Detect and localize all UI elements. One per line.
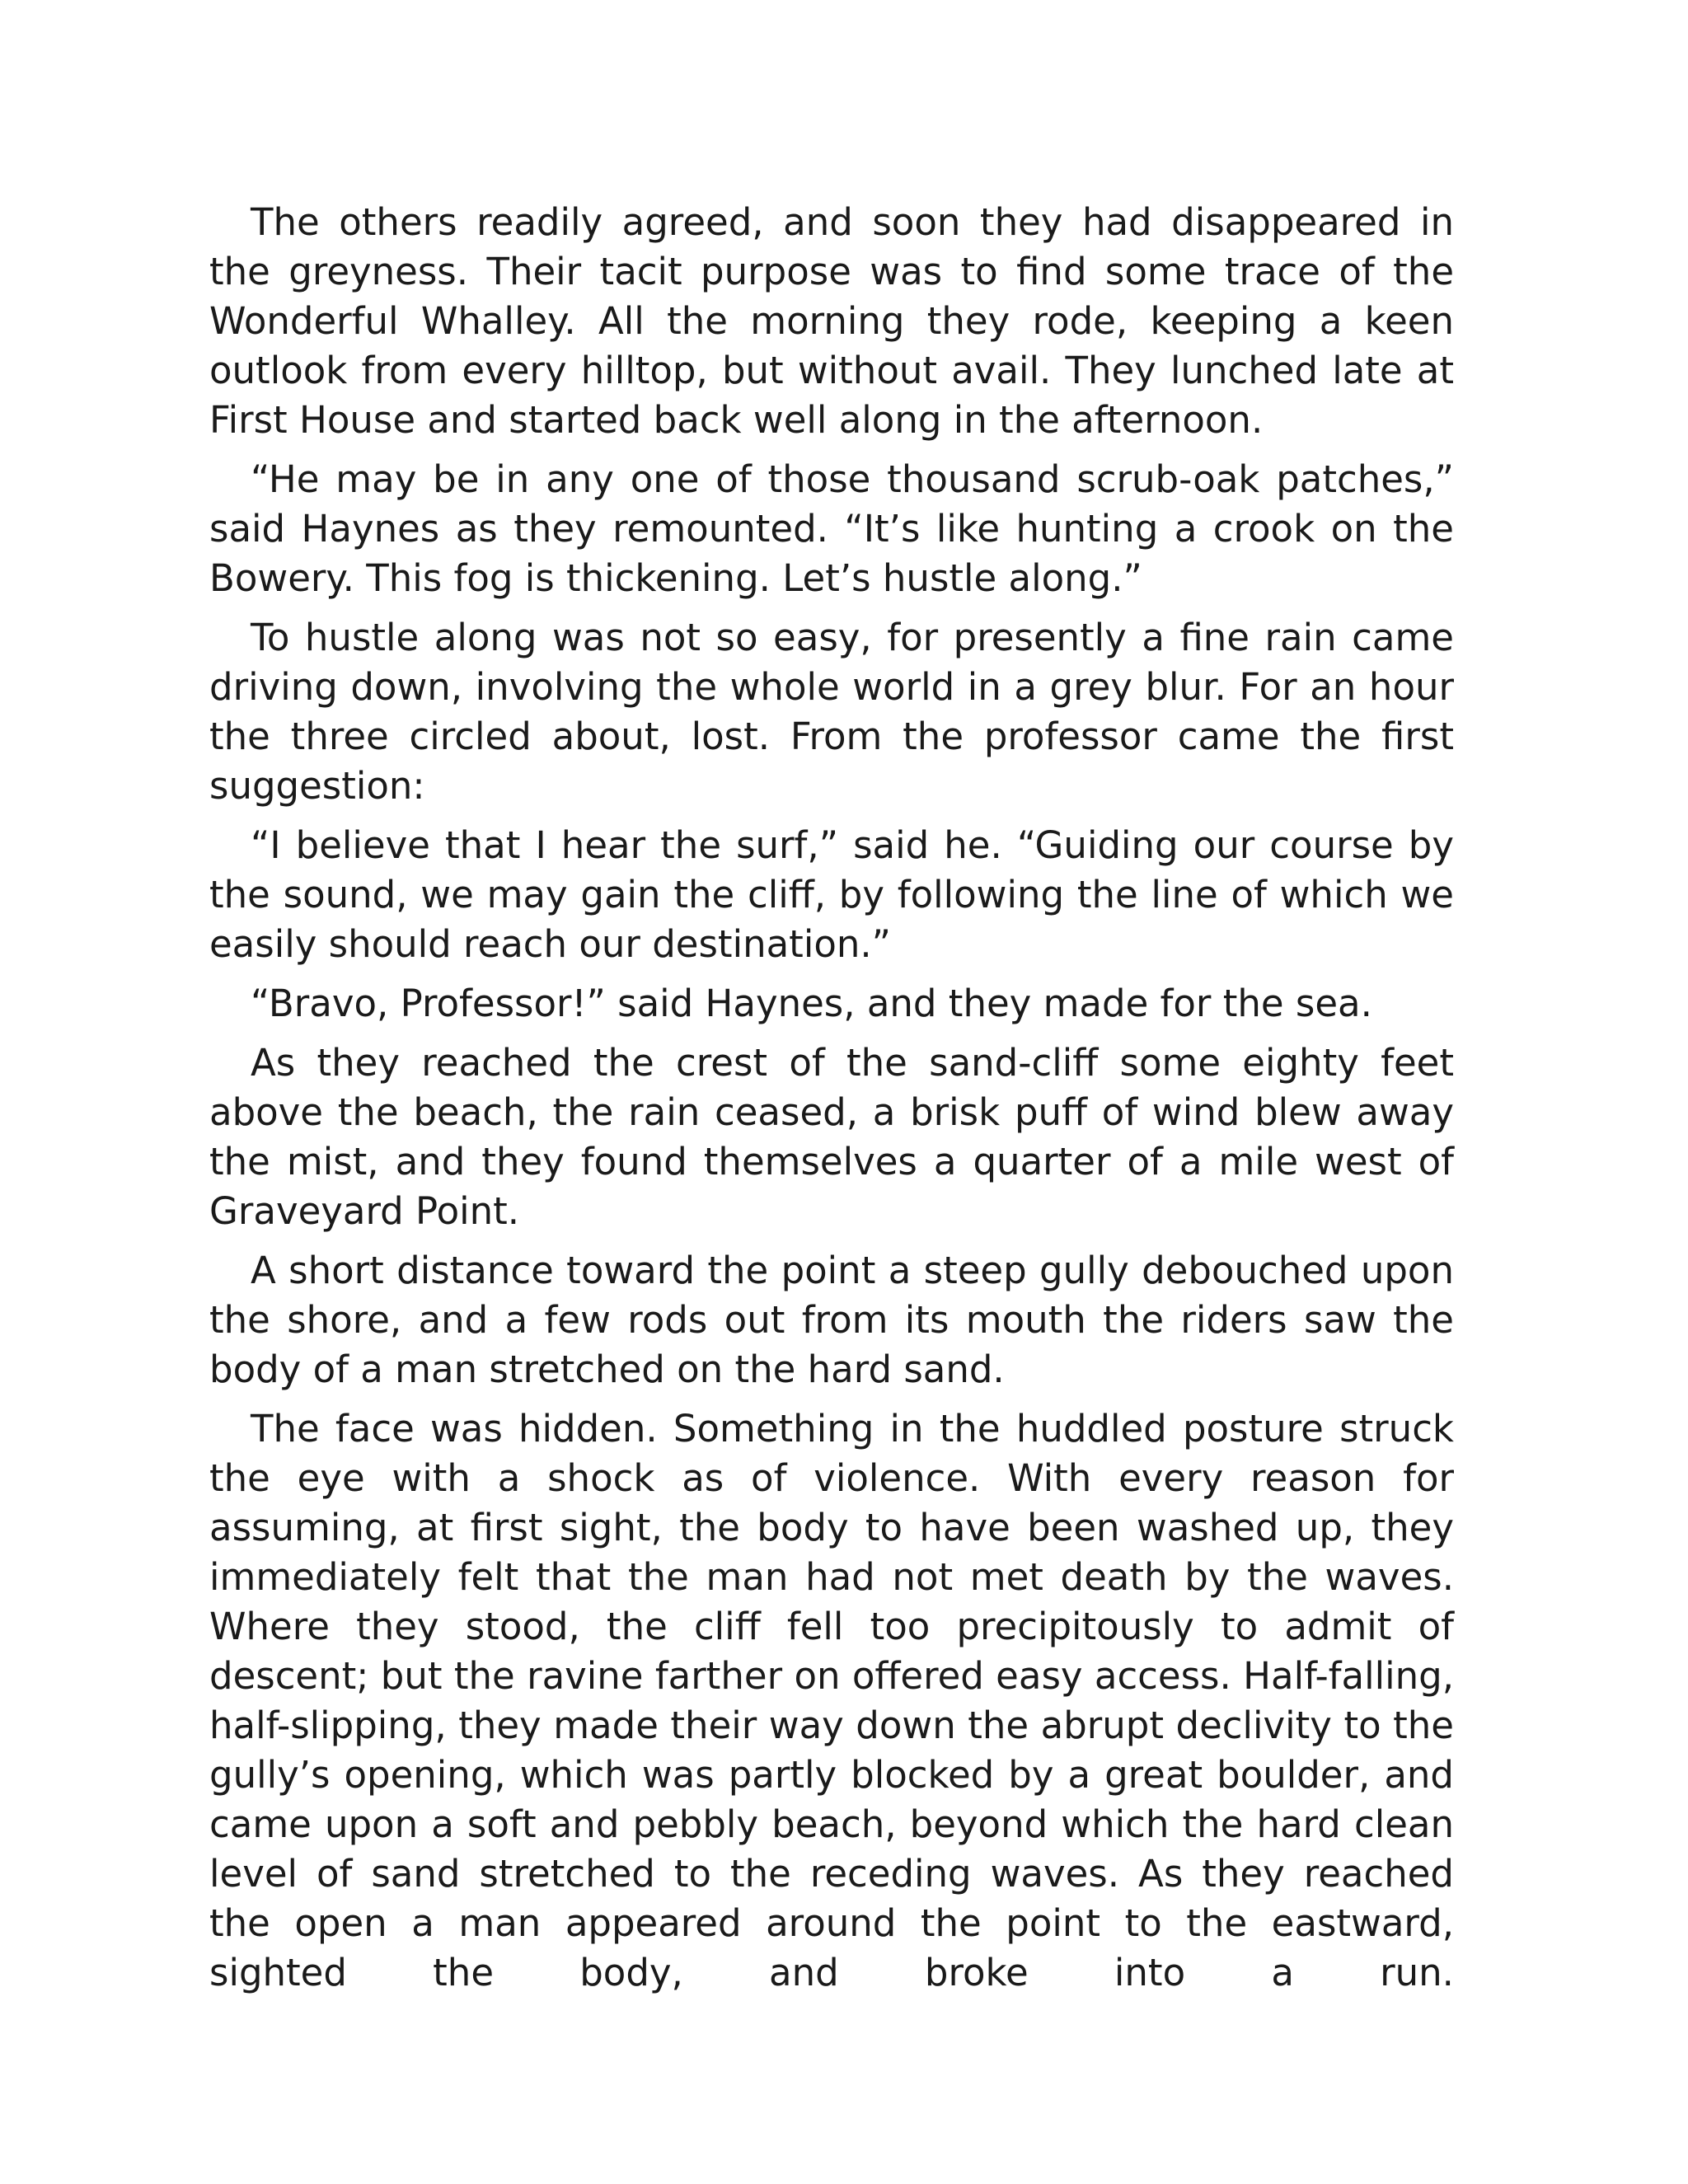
paragraph: The face was hidden. Something in the huddled posture struck the eye with a shock as of violence. With every reason for assuming, at first sight, the body to have been washed up, they immediately felt that the man had not met death by the waves. Where they stood, the cliff fell too precipitously to admit of descent; but the ravine farther on offered easy access. Half-falling, half-slipping, they made their way down the abrupt declivity to the gully’s opening, which was partly blocked by a great boulder, and came upon a soft and pebbly beach, beyond which the hard clean level of sand stretched to the receding waves. As they reached the open a man appeared around the point to the eastward, sighted the body, and broke into a run. [209,1407,1454,1994]
paragraph: “He may be in any one of those thousand scrub-oak patches,” said Haynes as they remounted. “It’s like hunting a crook on the Bowery. This fog is thickening. Let’s hustle along.” [209,457,1454,600]
paragraph: “I believe that I hear the surf,” said he. “Guiding our course by the sound, we may gain the cliff, by following the line of which we easily should reach our destination.” [209,823,1454,966]
paragraph: To hustle along was not so easy, for presently a fine rain came driving down, involving the whole world in a grey blur. For an hour the three circled about, lost. From the professor came the first suggestion: [209,616,1454,808]
page-body [209,198,1454,2008]
paragraph: “Bravo, Professor!” said Haynes, and they made for the sea. [251,982,1372,1025]
paragraph: The others readily agreed, and soon they had disappeared in the greyness. Their tacit purpose was to find some trace of the Wonderful Whalley. All the morning they rode, keeping a keen outlook from every hilltop, but without avail. They lunched late at First House and started back well along in the afternoon. [209,200,1454,442]
paragraph: A short distance toward the point a steep gully debouched upon the shore, and a few rods out from its mouth the riders saw the body of a man stretched on the hard sand. [209,1249,1454,1391]
paragraph: As they reached the crest of the sand-cliff some eighty feet above the beach, the rain ceased, a brisk puff of wind blew away the mist, and they found themselves a quarter of a mile west of Graveyard Point. [209,1041,1454,1233]
